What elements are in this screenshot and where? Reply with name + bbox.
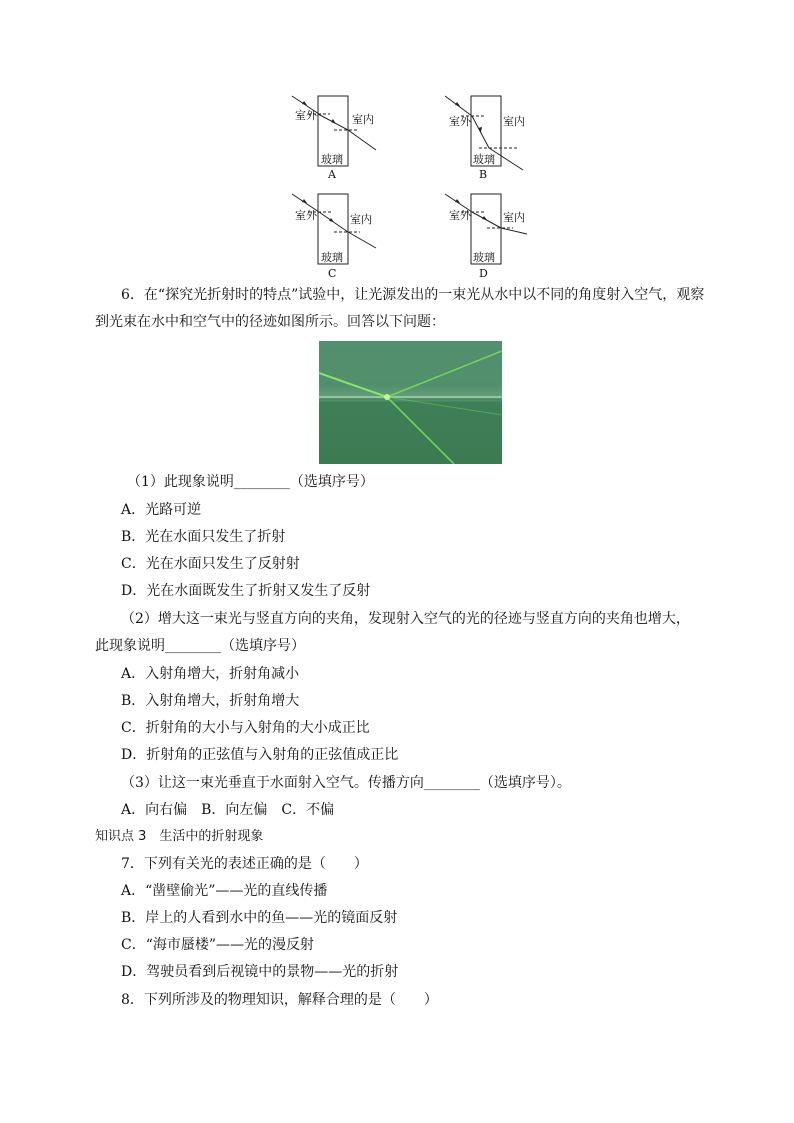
label-inside: 室内 bbox=[503, 211, 525, 224]
q6-sub1-option-b: B．光在水面只发生了折射 bbox=[121, 529, 286, 545]
label-glass: 玻璃 bbox=[473, 153, 495, 166]
q6-sub2-stem-line2: 此现象说明________（选填序号） bbox=[95, 638, 305, 654]
label-outside: 室外 bbox=[295, 109, 317, 122]
figure-letter: A bbox=[328, 168, 336, 181]
q6-sub3-options: A．向右偏 B．向左偏 C．不偏 bbox=[121, 802, 335, 818]
label-inside: 室内 bbox=[350, 213, 372, 226]
diagram-d bbox=[443, 192, 563, 278]
label-outside: 室外 bbox=[449, 209, 471, 222]
q8-stem: 8．下列所涉及的物理知识，解释合理的是（ ） bbox=[121, 992, 438, 1008]
q6-stem-line2: 到光束在水中和空气中的径迹如图所示。回答以下问题： bbox=[95, 314, 445, 330]
q7-option-c: C．“海市蜃楼”——光的漫反射 bbox=[121, 937, 315, 953]
q6-sub2-option-c: C．折射角的大小与入射角的大小成正比 bbox=[121, 720, 370, 736]
q6-sub2-stem-line1: （2）增大这一束光与竖直方向的夹角，发现射入空气的光的径迹与竖直方向的夹角也增大， bbox=[121, 611, 690, 627]
figure-letter: B bbox=[479, 168, 488, 181]
label-outside: 室外 bbox=[449, 115, 471, 128]
figure-letter: C bbox=[328, 267, 337, 280]
label-inside: 室内 bbox=[503, 115, 525, 128]
q6-sub2-option-d: D．折射角的正弦值与入射角的正弦值成正比 bbox=[121, 747, 399, 763]
diagram-b bbox=[443, 94, 563, 180]
q6-sub1-stem: （1）此现象说明________（选填序号） bbox=[127, 474, 374, 490]
diagram-a bbox=[290, 94, 410, 180]
q7-stem: 7．下列有关光的表述正确的是（ ） bbox=[121, 856, 368, 872]
q7-option-b: B．岸上的人看到水中的鱼——光的镜面反射 bbox=[121, 910, 398, 926]
refraction-photo bbox=[319, 341, 502, 464]
diagram-c bbox=[290, 192, 410, 278]
label-glass: 玻璃 bbox=[321, 251, 343, 264]
label-inside: 室内 bbox=[352, 113, 374, 126]
q6-sub2-option-b: B．入射角增大，折射角增大 bbox=[121, 693, 300, 709]
figure-letter: D bbox=[479, 267, 488, 280]
q6-stem-line1: 6．在“探究光折射时的特点”试验中，让光源发出的一束光从水中以不同的角度射入空气，观察 bbox=[121, 287, 705, 303]
q6-sub1-option-c: C．光在水面只发生了反射射 bbox=[121, 556, 300, 572]
q7-option-a: A．“凿壁偷光”——光的直线传播 bbox=[121, 883, 328, 899]
q6-sub3-stem: （3）让这一束光垂直于水面射入空气。传播方向________（选填序号）。 bbox=[121, 775, 571, 791]
q6-sub1-option-a: A．光路可逆 bbox=[121, 502, 202, 518]
label-outside: 室外 bbox=[295, 209, 317, 222]
q6-sub1-option-d: D．光在水面既发生了折射又发生了反射 bbox=[121, 583, 371, 599]
label-glass: 玻璃 bbox=[321, 153, 343, 166]
q6-sub2-option-a: A．入射角增大，折射角减小 bbox=[121, 666, 300, 682]
label-glass: 玻璃 bbox=[473, 251, 495, 264]
q7-option-d: D．驾驶员看到后视镜中的景物——光的折射 bbox=[121, 964, 399, 980]
section-heading: 知识点 3 生活中的折射现象 bbox=[95, 829, 264, 844]
